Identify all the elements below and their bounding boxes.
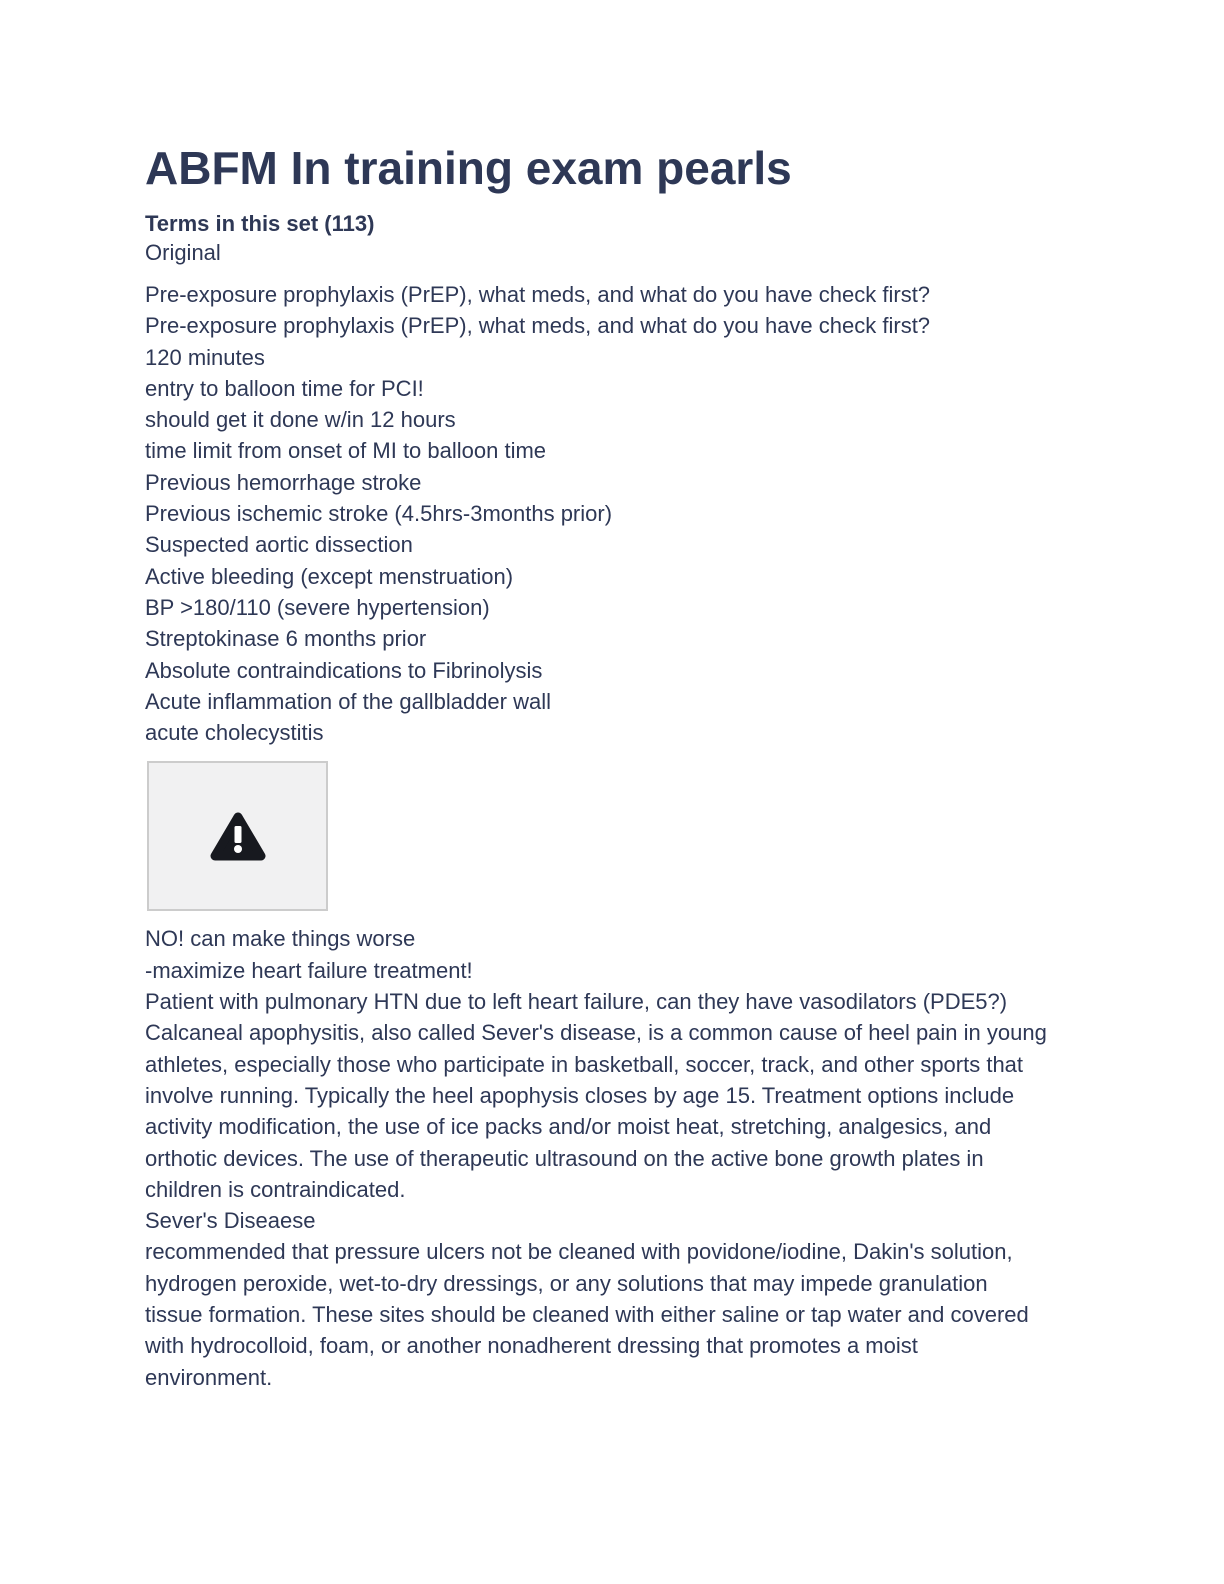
term-line: entry to balloon time for PCI! bbox=[145, 375, 424, 401]
term-line: Sever's Diseaese bbox=[145, 1208, 316, 1234]
term-line: should get it done w/in 12 hours bbox=[145, 407, 456, 433]
term-line: 120 minutes bbox=[145, 344, 265, 370]
terms-list-after-image bbox=[145, 923, 1050, 1392]
term-line: Active bleeding (except menstruation) bbox=[145, 563, 514, 589]
term-line: time limit from onset of MI to balloon time bbox=[145, 438, 547, 464]
terms-list-before-image bbox=[145, 279, 1050, 748]
term-line: Patient with pulmonary HTN due to left heart failure, can they have vasodilators (PDE5?) bbox=[145, 989, 1008, 1015]
page-title: ABFM In training exam pearls bbox=[145, 142, 792, 194]
term-line: Previous ischemic stroke (4.5hrs-3months prior) bbox=[145, 501, 613, 527]
term-line: Pre-exposure prophylaxis (PrEP), what meds, and what do you have check first? bbox=[145, 313, 931, 339]
term-line: BP >180/110 (severe hypertension) bbox=[145, 594, 490, 620]
term-line: Pre-exposure prophylaxis (PrEP), what meds, and what do you have check first? bbox=[145, 282, 931, 307]
term-line: Acute inflammation of the gallbladder wall bbox=[145, 688, 552, 714]
term-line: NO! can make things worse bbox=[145, 926, 416, 952]
term-line: Suspected aortic dissection bbox=[145, 532, 413, 558]
term-line: recommended that pressure ulcers not be cleaned with povidone/iodine, Dakin's solution, hydrogen peroxide, wet-to-dry dressings, or any solutions that may impede granulation tissue formation. These sites should be cleaned with either saline or tap water and covered with hydrocolloid, foam, or another nonadherent dressing that promotes a moist environment. bbox=[145, 1239, 1029, 1390]
mode-label: Original bbox=[145, 240, 221, 265]
term-line: Absolute contraindications to Fibrinolysis bbox=[145, 657, 543, 683]
image-placeholder bbox=[147, 761, 328, 911]
warning-triangle-icon bbox=[209, 811, 267, 861]
term-line: Streptokinase 6 months prior bbox=[145, 626, 427, 652]
term-line: acute cholecystitis bbox=[145, 720, 324, 746]
term-line: Calcaneal apophysitis, also called Sever's disease, is a common cause of heel pain in young athletes, especially those who participate in basketball, soccer, track, and other sports that involve running. Typically the heel apophysis closes by age 15. Treatment options include activity modification, the use of ice packs and/or moist heat, stretching, analgesics, and orthotic devices. The use of therapeutic ultrasound on the active bone growth plates in children is contraindicated. bbox=[145, 1020, 1047, 1202]
terms-count-header: Terms in this set (113) bbox=[145, 211, 375, 236]
term-line: -maximize heart failure treatment! bbox=[145, 957, 473, 983]
term-line: Previous hemorrhage stroke bbox=[145, 469, 422, 495]
